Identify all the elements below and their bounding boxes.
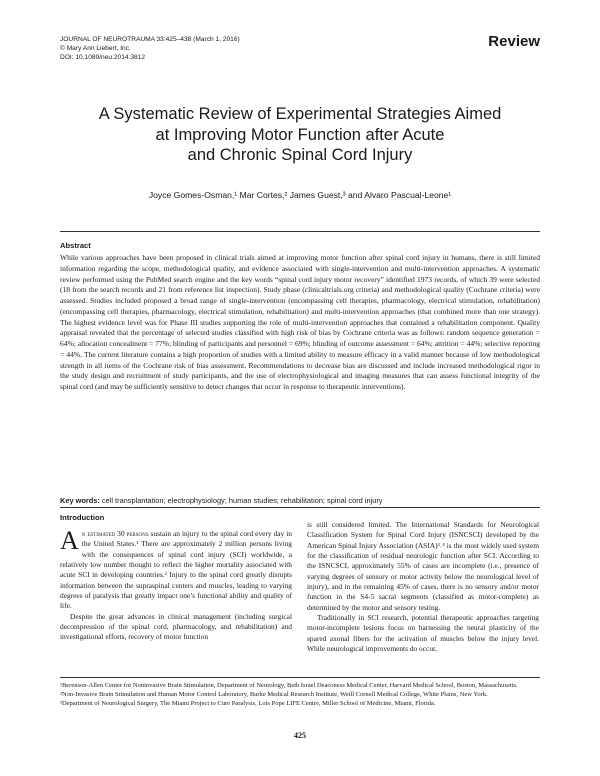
lead-smallcaps: n estimated 30 persons (81, 529, 149, 538)
intro-paragraph-1-text: sustain an injury to the spinal cord every day in the United States.¹ There are approximately 2 million persons living with the consequences of spinal cord injury (SCI) worldwide, a relatively low number thought to reflect the higher mortality associated with acute SCI in developing countries.² Injury to the spinal cord greatly disrupts information between the supraspinal centers and muscles, leading to varying degrees of paralysis that greatly impact one’s functional ability and quality of life. (60, 529, 292, 611)
article-title (60, 104, 540, 166)
journal-header (60, 35, 240, 62)
title-line-2: at Improving Motor Function after Acute (155, 125, 445, 144)
keywords-list: cell transplantation; electrophysiology; human studies; rehabilitation; spinal cord injury (101, 496, 383, 505)
abstract-body: While various approaches have been proposed in clinical trials aimed at improving motor function after spinal cord injury in humans, there is still limited information regarding the scope, methodological quality, and evidence associated with single-intervention and multi-intervention approaches. A systematic review performed using the PubMed search engine and the key words “spinal cord injury motor recovery” identified 1973 records, of which 39 were selected (18 from the search records and 21 from reference list inspection). Study phase (clinicaltrials.org criteria) and methodological quality (Cochrane criteria) were assessed. Studies included proposed a broad range of single-intervention (encompassing cell therapies, pharmacology, electrical stimulation, rehabilitation) (encompassing cell therapies, pharmacology, electrical stimulation, rehabilitation) and multi-intervention approaches (that combined more than one strategy). The highest evidence level was for Phase III studies supporting the role of multi-intervention approaches that contained a rehabilitation component. Quality appraisal revealed that the percentage of selected studies classified with high risk of bias by Cochrane criteria was as follows: random sequence generation = 64%; allocation concealment = 77%; blinding of participants and personnel = 69%; blinding of outcome assessment = 64%; attrition = 44%; selective reporting = 44%. The current literature contains a high proportion of studies with a limited ability to measure efficacy in a valid manner because of low methodological strength in all items of the Cochrane risk of bias assessment. Recommendations to decrease bias are discussed and include increased methodological rigor in the study design and recruitment of study participants, and the use of electrophysiological and imaging measures that can assess functional integrity of the spinal cord (and may be sufficiently sensitive to detect changes that occur in response to therapeutic interventions). (60, 253, 540, 391)
intro-paragraph-3: is still considered limited. The International Standards for Neurological Classification System for Spinal Cord Injury (ISNCSCI) developed by the American Spinal Injury Association (ASIA)³˒⁴ is the most widely used system for the classification of residual neurologic function after SCI. According to the ISNCSCI, approximately 55% of cases are incomplete (i.e., presence of varying degrees of sensory or motor activity below the neurological level of injury), and in the remaining 45% of cases, there is no sensory and/or motor function in the S4-5 sacral segments (classified as motor-complete) as determined by the motor and sensory testing. (307, 520, 539, 612)
journal-citation: JOURNAL OF NEUROTRAUMA 33:425–438 (March 1, 2016) (60, 36, 240, 43)
keywords (60, 496, 540, 505)
footnote-3: ³Department of Neurological Surgery, The Miami Project to Cure Paralysis, Lois Pope LIFE Centre, Miller School of Medicine, Miami, Florida. (60, 700, 436, 708)
page-number: 425 (293, 731, 307, 740)
intro-paragraph-4: Traditionally in SCI research, potential therapeutic approaches targeting motor-incomplete lesions focus on harnessing the neural plasticity of the spared axonal fibers for the activation of muscles below the injury level. While neurological improvements do occur, (307, 613, 539, 654)
affiliation-footnotes (60, 681, 540, 709)
intro-left-column (60, 526, 292, 643)
intro-paragraph-1 (60, 526, 292, 612)
author-list: Joyce Gomes-Osman,¹ Mar Cortes,² James Guest,³ and Alvaro Pascual-Leone¹ (148, 190, 452, 200)
copyright-line: © Mary Ann Liebert, Inc. (60, 45, 131, 52)
abstract-heading: Abstract (60, 241, 91, 250)
footnote-divider (60, 677, 540, 678)
keywords-divider (60, 507, 540, 508)
intro-paragraph-2: Despite the great advances in clinical management (including surgical decompression of the spinal cord, pharmacology, and rehabilitation) and investigational efforts, recovery of motor function (60, 611, 292, 642)
doi-line: DOI: 10.1089/neu.2014.3812 (60, 54, 146, 61)
keywords-label: Key words: (60, 496, 100, 505)
abstract-top-divider (60, 231, 540, 232)
footnote-2: ²Non-Invasive Brain Stimulation and Human Motor Control Laboratory, Burke Medical Research Institute, Weill Cornell Medical College, White Plains, New York. (60, 691, 488, 699)
introduction-heading: Introduction (60, 513, 105, 522)
section-label: Review (488, 33, 540, 50)
title-line-3: and Chronic Spinal Cord Injury (187, 146, 413, 164)
drop-cap: A (60, 526, 79, 555)
footnote-1: ¹Berenson-Allen Center for Noninvasive Brain Stimulation, Department of Neurology, Beth Israel Deaconess Medical Center, Harvard Medical School, Boston, Massachusetts. (60, 682, 518, 689)
title-line-1: A Systematic Review of Experimental Strategies Aimed (98, 105, 502, 123)
intro-right-column (307, 520, 539, 654)
